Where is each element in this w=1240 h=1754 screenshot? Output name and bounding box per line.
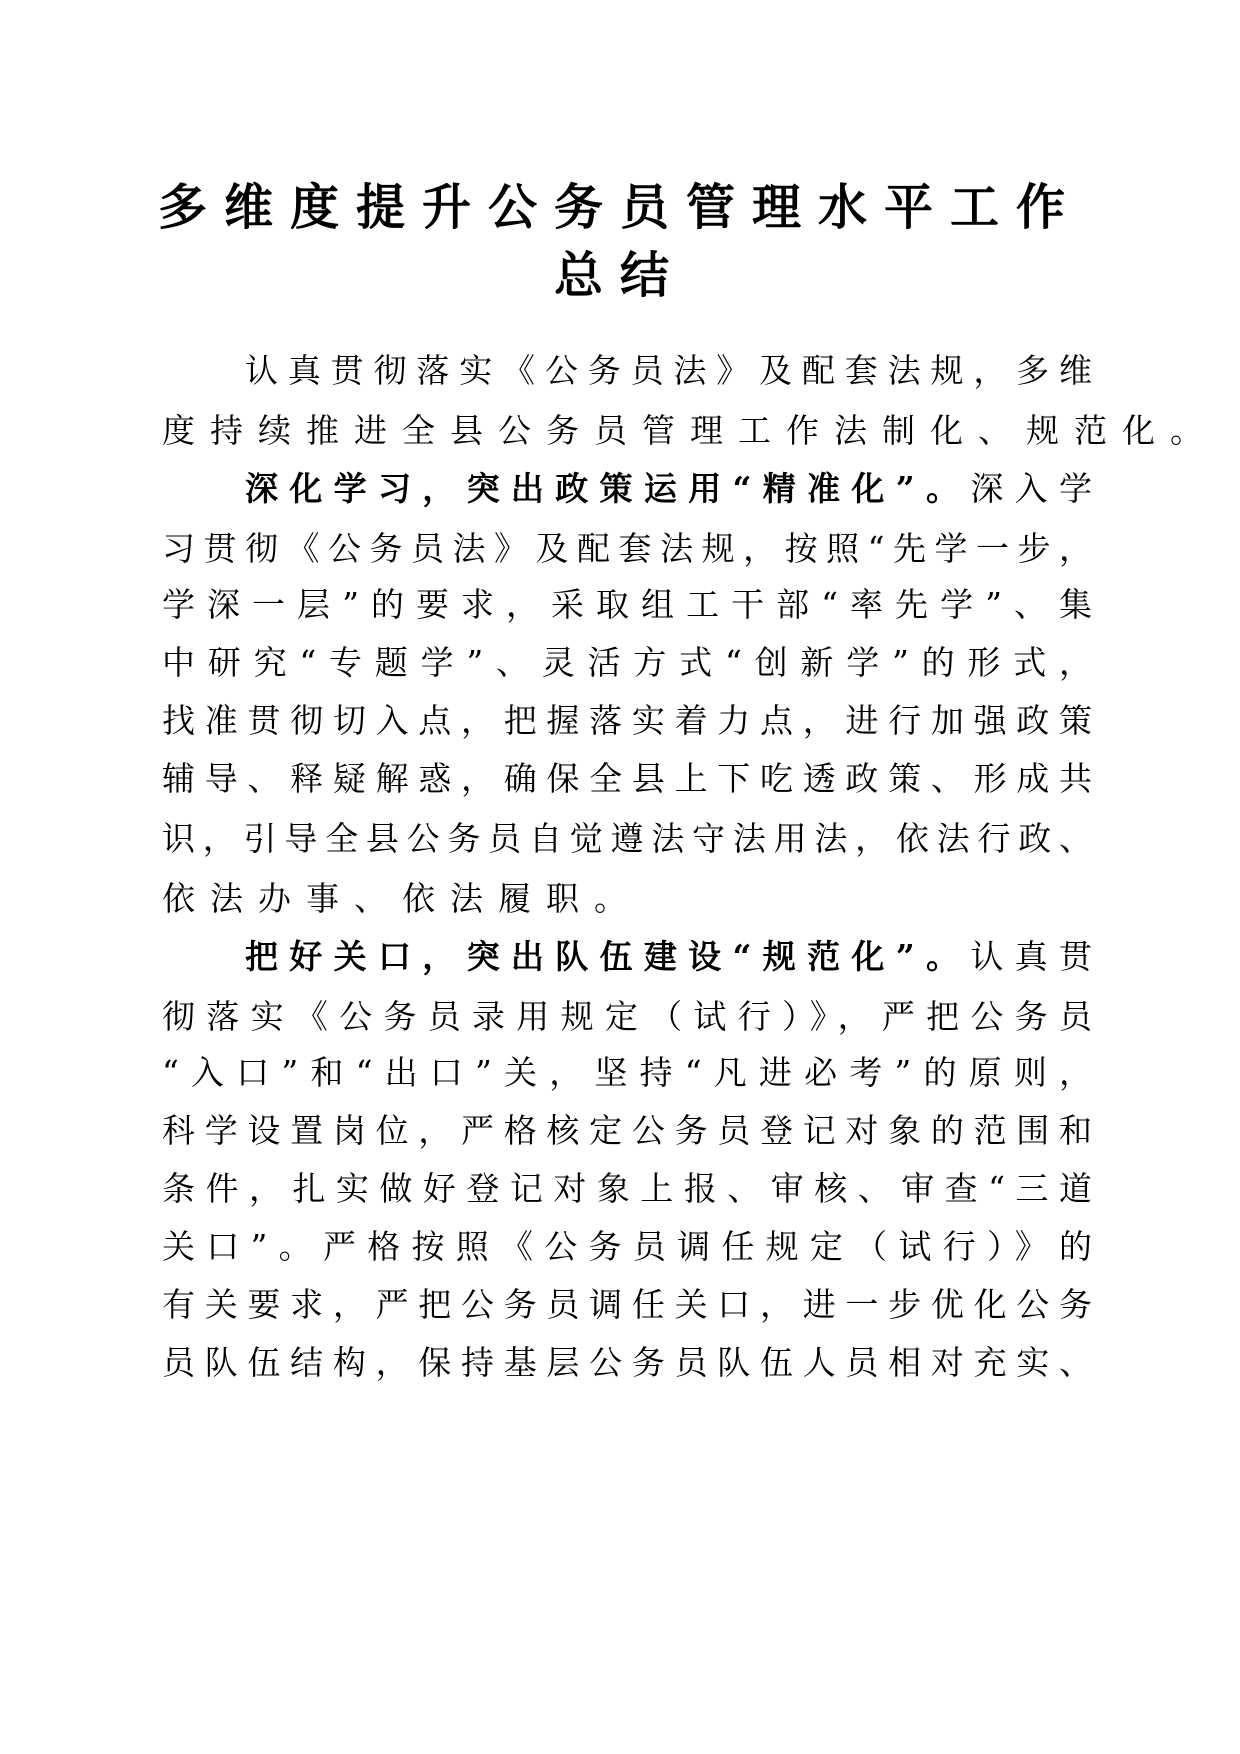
line-text: 依法办事、依法履职。 xyxy=(162,879,642,918)
paragraph-line xyxy=(162,746,1092,812)
line-text: 条件，扎实做好登记对象上报、审核、审查“三道 xyxy=(162,1169,1092,1208)
title-line-1: 多维度提升公务员管理水平工作 xyxy=(157,178,1082,236)
section-heading: 深化学习，突出政策运用“精准化”。 xyxy=(245,469,971,508)
line-text: “入口”和“出口”关，坚持“凡进必考”的原则， xyxy=(162,1053,1092,1092)
line-text: 有关要求，严把公务员调任关口，进一步优化公务 xyxy=(162,1285,1092,1324)
paragraph-line xyxy=(162,1156,1092,1222)
paragraph-line xyxy=(162,688,1092,754)
line-text: 彻落实《公务员录用规定（试行）》，严把公务员 xyxy=(162,997,1092,1036)
paragraph-line xyxy=(162,1214,1092,1280)
paragraph-line xyxy=(245,338,1092,404)
line-text: 中研究“专题学”、灵活方式“创新学”的形式， xyxy=(162,643,1092,682)
paragraph-line xyxy=(245,456,1092,522)
paragraph-line xyxy=(162,630,1092,696)
paragraph-line xyxy=(162,572,1092,638)
line-text: 关口”。严格按照《公务员调任规定（试行）》的 xyxy=(162,1227,1092,1266)
paragraph-line xyxy=(162,1098,1092,1164)
paragraph-line xyxy=(162,866,1092,932)
paragraph-line xyxy=(162,806,1092,872)
line-text: 深入学 xyxy=(970,469,1092,508)
paragraph-line xyxy=(162,398,1218,464)
paragraph-line xyxy=(245,924,1092,990)
line-text: 科学设置岗位，严格核定公务员登记对象的范围和 xyxy=(162,1111,1092,1150)
line-text: 辅导、释疑解惑，确保全县上下吃透政策、形成共 xyxy=(162,759,1092,798)
line-text: 识，引导全县公务员自觉遵法守法用法，依法行政、 xyxy=(162,819,1092,858)
line-text: 学深一层”的要求，采取组工干部“率先学”、集 xyxy=(162,585,1092,624)
line-text: 认真贯 xyxy=(970,937,1092,976)
line-text: 找准贯彻切入点，把握落实着力点，进行加强政策 xyxy=(162,701,1092,740)
title-line-2: 总结 xyxy=(553,246,686,304)
paragraph-line xyxy=(162,1272,1092,1338)
line-text: 员队伍结构，保持基层公务员队伍人员相对充实、 xyxy=(162,1343,1092,1382)
line-text: 度持续推进全县公务员管理工作法制化、规范化。 xyxy=(162,411,1218,450)
paragraph-line xyxy=(162,1040,1092,1106)
line-text: 习贯彻《公务员法》及配套法规，按照“先学一步， xyxy=(162,529,1092,568)
section-heading: 把好关口，突出队伍建设“规范化”。 xyxy=(245,937,971,976)
paragraph-line xyxy=(162,1330,1092,1396)
line-text: 认真贯彻落实《公务员法》及配套法规，多维 xyxy=(245,351,1092,390)
